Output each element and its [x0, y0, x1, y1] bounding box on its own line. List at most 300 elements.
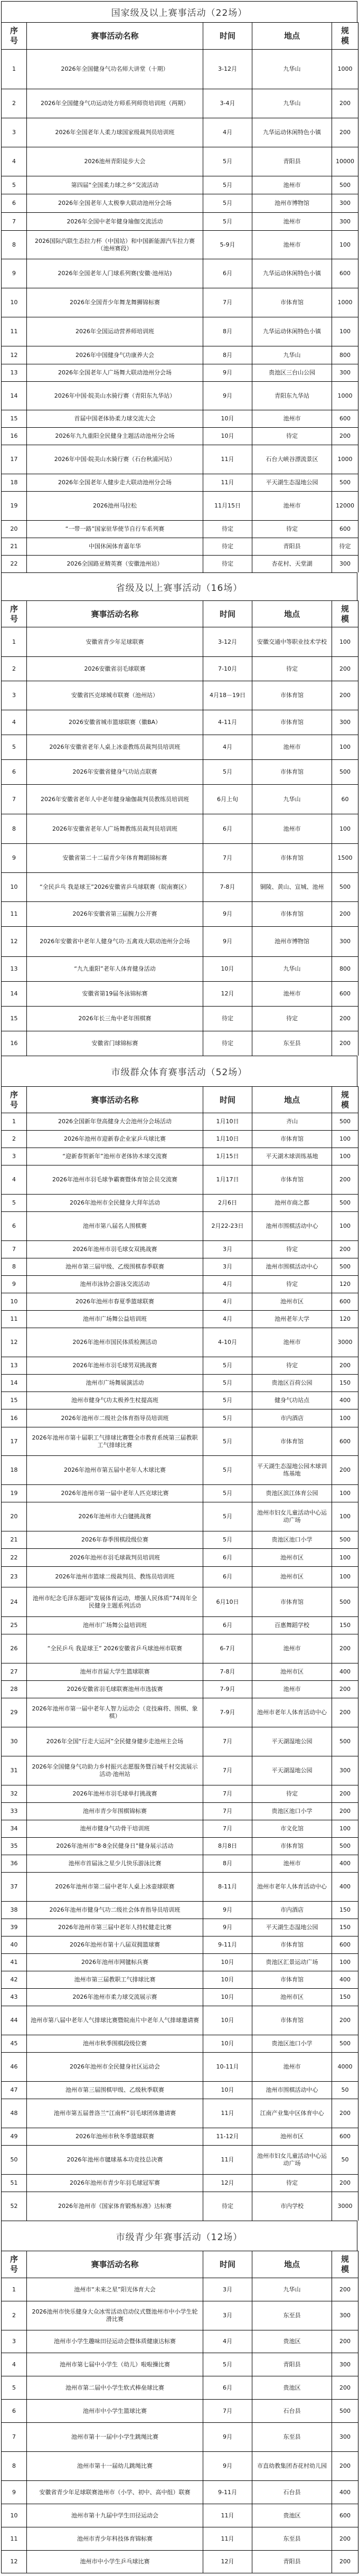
column-header-label: 规模 [341, 604, 349, 624]
event-scale-cell: 120 [332, 1276, 358, 1293]
table-row [1, 681, 358, 710]
event-time-cell: 4-10月 [203, 1328, 252, 1357]
event-name-cell: 2026年全国“行走大运河”全民健身健步走池州主会场 [26, 1727, 203, 1756]
event-name-cell: 2026年九九重阳全民健身主题活动池州分会场 [26, 428, 203, 445]
event-time-cell: 待定 [203, 521, 252, 538]
table-row [1, 212, 358, 230]
table-row [1, 2128, 358, 2145]
event-time-cell: 5月 [203, 1392, 252, 1409]
event-scale-cell: 150 [332, 1375, 358, 1392]
event-name-cell: 安徽省第二十二届青少年体育舞蹈锦标赛 [26, 844, 203, 872]
event-location-cell: 池州市围棋活动中心 [252, 1258, 332, 1275]
event-time-cell: 9月 [203, 364, 252, 381]
table-row [1, 1310, 358, 1328]
table-row [1, 147, 358, 176]
event-name-cell: 池州市青少年围棋锦标赛 [26, 1803, 203, 1820]
column-header-label: 赛事活动名称 [91, 31, 139, 41]
event-name-cell: 池州市广场舞展演活动 [26, 1375, 203, 1392]
table-row [1, 1566, 358, 1587]
event-scale-cell: 200 [332, 118, 358, 147]
event-location-cell: 市体育馆 [252, 1165, 332, 1194]
event-location-cell: 贵池区汇景运动广场 [252, 1954, 332, 1971]
serial-number-cell: 3 [1, 1148, 26, 1165]
table-row [1, 410, 358, 427]
event-location-cell: 贵池区池口小学 [252, 1803, 332, 1820]
event-location-cell: 贵池区百荷公园 [252, 1375, 332, 1392]
event-scale-cell: 500 [332, 176, 358, 194]
column-header-label: 时间 [219, 1095, 235, 1105]
event-time-cell: 5月 [203, 1427, 252, 1455]
event-location-cell: 池州市博物馆 [252, 927, 332, 956]
event-name-cell: 池州市第十一届幼儿跳绳比赛 [26, 2452, 203, 2480]
table-row [1, 1727, 358, 1756]
event-time-cell: 待定 [203, 538, 252, 555]
event-scale-cell: 200 [332, 1681, 358, 1698]
serial-number-cell: 50 [1, 2146, 26, 2174]
event-name-cell: 2026年池州市《国家体育锻炼标准》达标赛 [26, 2192, 203, 2221]
event-scale-cell: 600 [332, 259, 358, 288]
event-name-cell: 池州市第三届甲级、乙级围棋春季联赛 [26, 1258, 203, 1275]
serial-number-cell: 7 [1, 785, 26, 814]
event-scale-cell: 10000 [332, 147, 358, 176]
event-scale-cell: 300 [332, 2423, 358, 2451]
event-location-cell: 平天湖生态湿地公园木球训练基地 [252, 1456, 332, 1484]
serial-number-cell: 11 [1, 902, 26, 926]
event-scale-cell: 300 [332, 710, 358, 735]
event-time-cell: 7-9月 [203, 1698, 252, 1727]
table-row [1, 1616, 358, 1634]
event-location-cell: 东至县 [252, 1031, 332, 1056]
event-location-cell: 池州市区 [252, 1989, 332, 2006]
serial-number-cell: 10 [1, 873, 26, 901]
event-location-cell: 青阳县 [252, 2353, 332, 2376]
table-row [1, 710, 358, 735]
event-scale-cell: 100 [332, 1549, 358, 1566]
event-name-cell: 2026年池州市羽毛球裁判员培训班 [26, 1549, 203, 1566]
event-name-cell: 池州市秋季围棋段级位赛 [26, 2035, 203, 2052]
column-header-label: 赛事活动名称 [91, 1095, 139, 1105]
event-time-cell: 10月 [203, 2035, 252, 2052]
table-row [1, 2145, 358, 2174]
serial-number-cell: 38 [1, 1902, 26, 1919]
event-location-cell: 九华山 [252, 346, 332, 364]
event-time-cell: 6月上旬 [203, 785, 252, 814]
event-name-cell: 池州市第三届教职工气排球比赛 [26, 1971, 203, 1988]
event-time-cell: 9月 [203, 1902, 252, 1919]
serial-number-cell: 26 [1, 1634, 26, 1663]
serial-number-cell: 48 [1, 2099, 26, 2128]
event-scale-cell: 100 [332, 1820, 358, 1837]
table-row [1, 1194, 358, 1211]
event-location-cell: 池州市 [252, 176, 332, 194]
serial-number-cell: 13 [1, 957, 26, 981]
event-name-cell: 2026年池州市第三届中老年人持杖健走比赛 [26, 1919, 203, 1936]
event-time-cell: 7-9月 [203, 1681, 252, 1698]
table-row [1, 445, 358, 474]
event-location-cell: 待定 [252, 1241, 332, 1258]
table-row [1, 1698, 358, 1727]
event-scale-cell: 1500 [332, 844, 358, 872]
event-name-cell: 2026全国新年登高健身大会池州分会场活动 [26, 1113, 203, 1130]
table-row [1, 1484, 358, 1502]
event-location-cell: 九华山 [252, 785, 332, 814]
table-row [1, 427, 358, 445]
event-name-cell: 2026年池州市“8·8全民健身日”健身展示活动 [26, 1838, 203, 1855]
table-row [1, 176, 358, 194]
event-scale-cell: 1000 [332, 445, 358, 474]
serial-number-cell: 12 [1, 2551, 26, 2573]
serial-number-cell: 13 [1, 364, 26, 381]
event-scale-cell: 4000 [332, 2053, 358, 2081]
event-time-cell: 5月 [203, 1502, 252, 1531]
table-row [1, 1953, 358, 1971]
event-time-cell: 5月 [203, 213, 252, 230]
event-scale-cell: 400 [332, 1855, 358, 1872]
event-time-cell: 8月 [203, 317, 252, 346]
table-row [1, 1855, 358, 1872]
event-name-cell: 2026年安徽省老年人桌上冰壶教练员裁判员培训班 [26, 735, 203, 759]
event-location-cell: 市体育馆 [252, 1936, 332, 1953]
event-name-cell: 2026年安徽省老年人广场舞教练员裁判员培训班 [26, 814, 203, 843]
event-time-cell: 10月 [203, 2082, 252, 2099]
event-scale-cell: 200 [332, 1241, 358, 1258]
column-header-event-location [252, 601, 332, 627]
event-location-cell: 池州市 [252, 1328, 332, 1357]
event-location-cell: 市体育馆 [252, 288, 332, 317]
event-time-cell: 7月 [203, 844, 252, 872]
table-row [1, 2399, 358, 2422]
event-time-cell: 2月6日 [203, 1195, 252, 1211]
event-location-cell: 百惠舞蹈学校 [252, 1617, 332, 1634]
table-row [1, 1531, 358, 1548]
event-name-cell: 2026年中国·皖美山水骑行赛（青阳东九华站） [26, 382, 203, 410]
serial-number-cell: 40 [1, 1936, 26, 1953]
serial-number-cell: 39 [1, 1919, 26, 1936]
event-time-cell: 4月 [203, 1276, 252, 1293]
serial-number-cell: 4 [1, 710, 26, 735]
event-name-cell: 2026年池州市柔力球交流展示赛 [26, 1989, 203, 2006]
serial-number-cell: 1 [1, 50, 26, 89]
event-time-cell: 5月 [203, 2353, 252, 2376]
event-time-cell: 5月 [203, 1409, 252, 1427]
event-name-cell: 2026年池州市第五届中老年人木球比赛 [26, 1456, 203, 1484]
serial-number-cell: 9 [1, 844, 26, 872]
event-time-cell: 12月 [203, 2175, 252, 2192]
event-location-cell: 池州市区 [252, 1549, 332, 1566]
event-scale-cell: 500 [332, 1113, 358, 1130]
event-scale-cell: 200 [332, 1031, 358, 1056]
event-scale-cell: 200 [332, 2527, 358, 2550]
event-name-cell: 2026年池州市羽毛球单打挑战赛 [26, 1785, 203, 1802]
serial-number-cell: 6 [1, 1212, 26, 1240]
event-time-cell: 11月 [203, 445, 252, 474]
table-row [1, 2353, 358, 2376]
event-location-cell: 待定 [252, 2175, 332, 2192]
serial-number-cell: 7 [1, 1241, 26, 1258]
event-name-cell: 2026年池州市全民健身大拜年活动 [26, 1195, 203, 1211]
event-name-cell: “全民乒乓 我是球王” 2026安徽省乒乓球池州市联赛 [26, 1634, 203, 1663]
table-row [1, 1587, 358, 1616]
event-time-cell: 11月 [203, 2099, 252, 2128]
event-name-cell: 2026年全国运动营养师培训班 [26, 317, 203, 346]
event-time-cell: 3-4月 [203, 89, 252, 118]
event-location-cell: 池州市 [252, 982, 332, 1006]
event-name-cell: 2026年中国健身气功康养大会 [26, 346, 203, 364]
event-location-cell: 待定 [252, 657, 332, 681]
serial-number-cell: 12 [1, 927, 26, 956]
event-name-cell: 安徽省青少年足球联赛 [26, 627, 203, 656]
event-name-cell: 2026池州市快乐健身大众冰雪活动启动仪式暨池州市中小学生轮滑比赛 [26, 2301, 203, 2330]
event-name-cell: 2026年中国·皖美山水骑行赛（石台秋浦河站） [26, 445, 203, 474]
table-row [1, 2278, 358, 2301]
event-time-cell: 6月 [203, 1549, 252, 1566]
event-scale-cell: 800 [332, 957, 358, 981]
event-scale-cell: 600 [332, 2504, 358, 2527]
event-location-cell: 池州市妇女儿童活动中心运动广场 [252, 1502, 332, 1531]
serial-number-cell: 5 [1, 176, 26, 194]
event-time-cell: 11月 [203, 2527, 252, 2550]
event-time-cell: 12月 [203, 2551, 252, 2573]
serial-number-cell: 4 [1, 1165, 26, 1194]
table-row [1, 1031, 358, 1056]
column-header-label: 序号 [10, 2254, 18, 2274]
serial-number-cell: 4 [1, 2353, 26, 2376]
event-time-cell: 7月 [203, 288, 252, 317]
event-name-cell: 2026年池州市大白毽挑战赛 [26, 1502, 203, 1531]
event-location-cell: 市内酒店 [252, 1902, 332, 1919]
serial-number-cell: 19 [1, 492, 26, 520]
event-location-cell: 池州老年大学 [252, 1311, 332, 1328]
event-location-cell: 贵池区三台山公园 [252, 364, 332, 381]
event-scale-cell: 50 [332, 2082, 358, 2099]
event-location-cell: 贵池区 [252, 2376, 332, 2399]
column-header-label: 序号 [10, 26, 18, 45]
serial-number-cell: 10 [1, 2504, 26, 2527]
event-name-cell: 安徽省匹克球城市联赛（池州站） [26, 681, 203, 710]
event-name-cell: “迎新春贺新年”池州市老体协木球交流赛 [26, 1148, 203, 1165]
serial-number-cell: 20 [1, 521, 26, 538]
event-scale-cell: 100 [332, 1409, 358, 1427]
serial-number-cell: 3 [1, 118, 26, 147]
column-header-event-scale [332, 2251, 358, 2278]
table-row [1, 1901, 358, 1919]
column-header-serial-number [1, 601, 26, 627]
event-location-cell: 池州市区 [252, 2128, 332, 2145]
event-scale-cell: 150 [332, 1902, 358, 1919]
event-time-cell: 3月 [203, 1258, 252, 1275]
event-time-cell: 7-8月 [203, 1663, 252, 1680]
event-scale-cell: 1000 [332, 288, 358, 317]
column-header-label: 序号 [10, 1089, 18, 1110]
table-row [1, 1113, 358, 1130]
event-location-cell: 齐山 [252, 1113, 332, 1130]
serial-number-cell: 12 [1, 1328, 26, 1357]
table-row [1, 981, 358, 1006]
serial-number-cell: 36 [1, 1855, 26, 1872]
event-name-cell: 2026年池州市羽毛球男双挑战赛 [26, 1357, 203, 1374]
serial-number-cell: 1 [1, 1113, 26, 1130]
event-time-cell: 6月 [203, 259, 252, 288]
event-name-cell: 池州市泳协会游泳交流活动 [26, 1276, 203, 1293]
event-name-cell: 池州市广场舞公益培训班 [26, 1617, 203, 1634]
event-name-cell: 2026年全国老年人柔力球国家级裁判员培训班 [26, 118, 203, 147]
event-name-cell: 2026年池州市篮球二级裁判员、教练员培训班 [26, 1567, 203, 1587]
column-header-label: 序号 [10, 604, 18, 624]
event-location-cell: 待定 [252, 428, 332, 445]
event-scale-cell: 200 [332, 428, 358, 445]
event-time-cell: 1月17日 [203, 1165, 252, 1194]
serial-number-cell: 9 [1, 2481, 26, 2504]
event-scale-cell: 400 [332, 1971, 358, 1988]
event-location-cell: 贵池区滨江体育公园 [252, 1485, 332, 1502]
event-time-cell: 11-12月 [203, 2128, 252, 2145]
event-name-cell: 2026年池州市秋冬季篮球联赛 [26, 2128, 203, 2145]
event-time-cell: 8月 [203, 346, 252, 364]
event-scale-cell: 300 [332, 927, 358, 956]
event-name-cell: 2026年池州市网毽标兵赛 [26, 1954, 203, 1971]
event-name-cell: 2026年全国老年人太极拳大联动池州分会场 [26, 194, 203, 212]
event-name-cell: 池州市中小学生篮球比赛 [26, 2400, 203, 2422]
event-time-cell: 11月 [203, 2504, 252, 2527]
event-time-cell: 9月 [203, 927, 252, 956]
event-scale-cell: 200 [332, 2175, 358, 2192]
event-scale-cell: 100 [332, 1502, 358, 1531]
serial-number-cell: 27 [1, 1663, 26, 1680]
event-location-cell: 池州市 [252, 1634, 332, 1663]
serial-number-cell: 10 [1, 288, 26, 317]
table-row [1, 1211, 358, 1240]
event-scale-cell: 500 [332, 2035, 358, 2052]
table-row [1, 1820, 358, 1837]
event-location-cell: 健身气功站点 [252, 1392, 332, 1409]
event-time-cell: 9月 [203, 2423, 252, 2451]
event-location-cell: 九华运动休闲特色小镇 [252, 317, 332, 346]
event-scale-cell: 600 [332, 521, 358, 538]
table-row [1, 474, 358, 491]
event-location-cell: 贵池区 [252, 2330, 332, 2353]
event-name-cell: “一带一路”国家驻华使节自行车系列赛 [26, 521, 203, 538]
serial-number-cell: 44 [1, 2006, 26, 2035]
event-time-cell: 10月 [203, 2006, 252, 2035]
event-location-cell: 东至县 [252, 2301, 332, 2330]
event-scale-cell: 300 [332, 556, 358, 572]
table-row [1, 2192, 358, 2221]
serial-number-cell: 43 [1, 1989, 26, 2006]
event-time-cell: 4月 [203, 118, 252, 147]
event-name-cell: 2026年池州市第二届中老年人桌上冰壶球联赛 [26, 1873, 203, 1901]
event-location-cell: 待定 [252, 1007, 332, 1031]
table-row [1, 1634, 358, 1663]
event-location-cell: 九华运动休闲特色小镇 [252, 259, 332, 288]
column-header-event-name [26, 23, 203, 49]
table-row [1, 364, 358, 381]
event-name-cell: 池州市健身气功骨干培训班 [26, 1820, 203, 1837]
event-location-cell: 池州市区 [252, 1293, 332, 1310]
serial-number-cell: 13 [1, 1357, 26, 1374]
event-location-cell: 青阳县 [252, 147, 332, 176]
event-location-cell: 市体育馆 [252, 710, 332, 735]
event-name-cell: 2026年安徽省老年人中老年健身瑜伽裁判员教练员培训班 [26, 785, 203, 814]
event-location-cell: 池州市博物馆 [252, 194, 332, 212]
serial-number-cell: 35 [1, 1838, 26, 1855]
serial-number-cell: 51 [1, 2175, 26, 2192]
event-name-cell: 2026年池州市羽毛球女双挑战赛 [26, 1241, 203, 1258]
column-header-event-time [203, 601, 252, 627]
event-time-cell: 5月 [203, 760, 252, 784]
event-scale-cell: 500 [332, 474, 358, 491]
serial-number-cell: 6 [1, 2400, 26, 2422]
event-scale-cell: 200 [332, 681, 358, 710]
event-location-cell: 贵池区 [252, 2504, 332, 2527]
table-row [1, 2174, 358, 2192]
event-name-cell: 池州市首届泳之星少儿快乐游泳比赛 [26, 1855, 203, 1872]
serial-number-cell: 52 [1, 2192, 26, 2221]
event-name-cell: 2026年长三角中老年围棋赛 [26, 1007, 203, 1031]
event-time-cell: 2月22-23日 [203, 1212, 252, 1240]
event-location-cell: 池州市老年人体育活动中心 [252, 1873, 332, 1901]
serial-number-cell: 24 [1, 1587, 26, 1616]
event-scale-cell: 200 [332, 1803, 358, 1820]
event-scale-cell: 500 [332, 1838, 358, 1855]
event-scale-cell: 150 [332, 1989, 358, 2006]
table-row [1, 784, 358, 814]
event-location-cell: 待定 [252, 1357, 332, 1374]
event-time-cell: 4-11月 [203, 710, 252, 735]
serial-number-cell: 5 [1, 1195, 26, 1211]
event-scale-cell: 600 [332, 1293, 358, 1310]
table-row [1, 118, 358, 147]
table-header-row [1, 22, 358, 49]
event-name-cell: 2026年全国健身气功运动处方师系列师资培训班（两期） [26, 89, 203, 118]
event-time-cell: 10月 [203, 1954, 252, 1971]
table-row [1, 520, 358, 538]
event-time-cell: 6月 [203, 1567, 252, 1587]
serial-number-cell: 33 [1, 1803, 26, 1820]
event-name-cell: 2026池州马拉松 [26, 492, 203, 520]
event-location-cell: 市体育馆 [252, 1971, 332, 1988]
table-row [1, 1756, 358, 1785]
event-name-cell: 2026年全国健身气功名师大讲堂（十期） [26, 50, 203, 89]
event-time-cell: 1月15日 [203, 1148, 252, 1165]
serial-number-cell: 34 [1, 1820, 26, 1837]
event-scale-cell: 300 [332, 194, 358, 212]
table-row [1, 1130, 358, 1148]
event-time-cell: 待定 [203, 556, 252, 572]
event-scale-cell: 200 [332, 1357, 358, 1374]
event-location-cell: 池州市 [252, 492, 332, 520]
table-row [1, 814, 358, 843]
serial-number-cell: 15 [1, 1392, 26, 1409]
event-location-cell: 市体育馆 [252, 760, 332, 784]
table-row [1, 2480, 358, 2504]
serial-number-cell: 6 [1, 760, 26, 784]
column-header-label: 时间 [219, 31, 235, 41]
event-name-cell: 2026安徽省城市篮球联赛（徽BA） [26, 710, 203, 735]
event-time-cell: 5月 [203, 1456, 252, 1484]
table-row [1, 1409, 358, 1427]
table-row [1, 2504, 358, 2527]
table-row [1, 872, 358, 901]
event-location-cell: 池州市围棋活动中心 [252, 2082, 332, 2099]
table-row [1, 1548, 358, 1566]
event-location-cell: 市体育馆 [252, 1427, 332, 1455]
event-scale-cell: 500 [332, 2400, 358, 2422]
event-name-cell: 池州市首届大学生篮球联赛 [26, 1663, 203, 1680]
event-name-cell: 池州市第十九届中学生田径运动会 [26, 2504, 203, 2527]
table-row [1, 1006, 358, 1031]
serial-number-cell: 42 [1, 1971, 26, 1988]
serial-number-cell: 46 [1, 2053, 26, 2081]
